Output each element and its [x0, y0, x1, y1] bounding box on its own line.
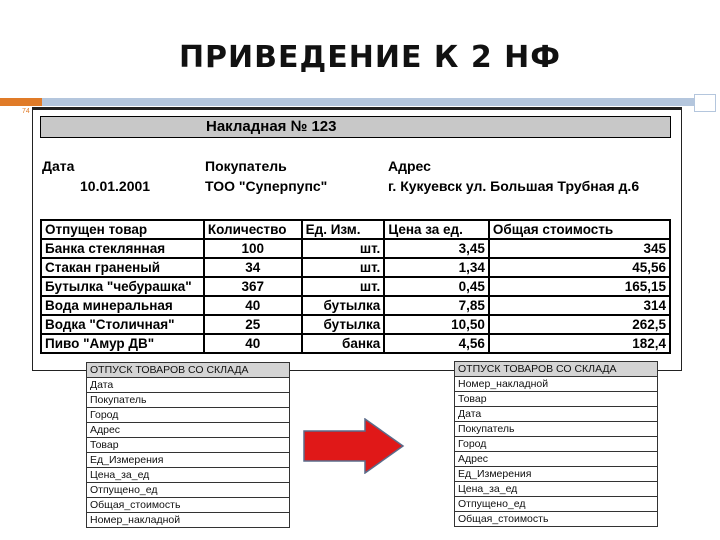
list-item: Номер_накладной: [90, 514, 181, 526]
list-item: Ед_Измерения: [87, 453, 289, 468]
list-item: Покупатель: [87, 393, 289, 408]
list-item: Отпущено_ед: [455, 497, 657, 512]
slide-title: ПРИВЕДЕНИЕ К 2 НФ: [178, 40, 562, 75]
table-header-row: [41, 220, 670, 239]
table-cell: 7,85: [384, 296, 489, 315]
right-arrow-icon: [303, 418, 405, 474]
table-cell: 4,56: [384, 334, 489, 353]
list-item: Дата: [87, 378, 289, 393]
accent-bar-end: [694, 94, 716, 112]
list-header: ОТПУСК ТОВАРОВ СО СКЛАДА: [87, 363, 289, 378]
list-item: Отпущено_ед: [87, 483, 289, 498]
list-item: Адрес: [87, 423, 289, 438]
table-cell: Пиво "Амур ДВ": [41, 334, 204, 353]
table-cell: бутылка: [302, 315, 385, 334]
list-item: Ед_Измерения: [455, 467, 657, 482]
list-item: Адрес: [455, 452, 657, 467]
table-cell: 40: [204, 334, 302, 353]
table-cell: 3,45: [384, 239, 489, 258]
list-item: Номер_накладной: [455, 377, 657, 392]
accent-bar: [0, 98, 720, 106]
table-cell: 45,56: [489, 258, 670, 277]
table-cell: Банка стеклянная: [41, 239, 204, 258]
list-header: ОТПУСК ТОВАРОВ СО СКЛАДА: [455, 362, 657, 377]
invoice-table: [40, 219, 671, 354]
column-header: Цена за ед.: [384, 220, 489, 239]
list-item: Товар: [87, 438, 289, 453]
table-cell: шт.: [302, 239, 385, 258]
accent-bar-blue: [42, 98, 694, 106]
table-cell: 345: [489, 239, 670, 258]
table-cell: 1,34: [384, 258, 489, 277]
slide-number: 74: [22, 108, 30, 115]
table-row: [41, 296, 670, 315]
address-value: г. Кукуевск ул. Большая Трубная д.6: [388, 178, 640, 194]
column-header: Ед. Изм.: [302, 220, 385, 239]
table-cell: Бутылка "чебурашка": [41, 277, 204, 296]
table-cell: Стакан граненый: [41, 258, 204, 277]
table-cell: 100: [204, 239, 302, 258]
date-label: Дата: [42, 158, 75, 174]
right-field-list: [454, 361, 658, 527]
table-cell: 262,5: [489, 315, 670, 334]
table-row: [41, 239, 670, 258]
invoice-header: [40, 138, 671, 216]
list-item: Общая_стоимость: [458, 513, 549, 525]
table-cell: 0,45: [384, 277, 489, 296]
table-cell: шт.: [302, 258, 385, 277]
list-item: Товар: [455, 392, 657, 407]
table-cell: 34: [204, 258, 302, 277]
table-cell: бутылка: [302, 296, 385, 315]
buyer-label: Покупатель: [205, 158, 287, 174]
invoice-image: [32, 107, 682, 371]
invoice-title: Накладная № 123: [40, 116, 671, 138]
invoice-table-body: [41, 239, 670, 353]
list-item: Цена_за_ед: [87, 468, 289, 483]
list-item: Цена_за_ед: [455, 482, 657, 497]
table-cell: 182,4: [489, 334, 670, 353]
date-value: 10.01.2001: [80, 178, 151, 194]
list-item: Город: [455, 437, 657, 452]
table-cell: 25: [204, 315, 302, 334]
table-row: [41, 334, 670, 353]
table-cell: банка: [302, 334, 385, 353]
list-item: Дата: [455, 407, 657, 422]
table-cell: 10,50: [384, 315, 489, 334]
table-cell: 165,15: [489, 277, 670, 296]
column-header: Количество: [204, 220, 302, 239]
list-item: Общая_стоимость: [87, 498, 289, 513]
table-cell: шт.: [302, 277, 385, 296]
table-cell: 314: [489, 296, 670, 315]
table-row: [41, 315, 670, 334]
accent-bar-orange: [0, 98, 42, 106]
column-header: Отпущен товар: [41, 220, 204, 239]
table-cell: Вода минеральная: [41, 296, 204, 315]
table-cell: Водка "Столичная": [41, 315, 204, 334]
table-row: [41, 277, 670, 296]
address-label: Адрес: [388, 158, 431, 174]
left-field-list: [86, 362, 290, 528]
list-item: Покупатель: [455, 422, 657, 437]
list-item: Город: [87, 408, 289, 423]
column-header: Общая стоимость: [489, 220, 670, 239]
table-cell: 40: [204, 296, 302, 315]
table-row: [41, 258, 670, 277]
buyer-value: ТОО "Суперпупс": [205, 178, 328, 194]
table-cell: 367: [204, 277, 302, 296]
